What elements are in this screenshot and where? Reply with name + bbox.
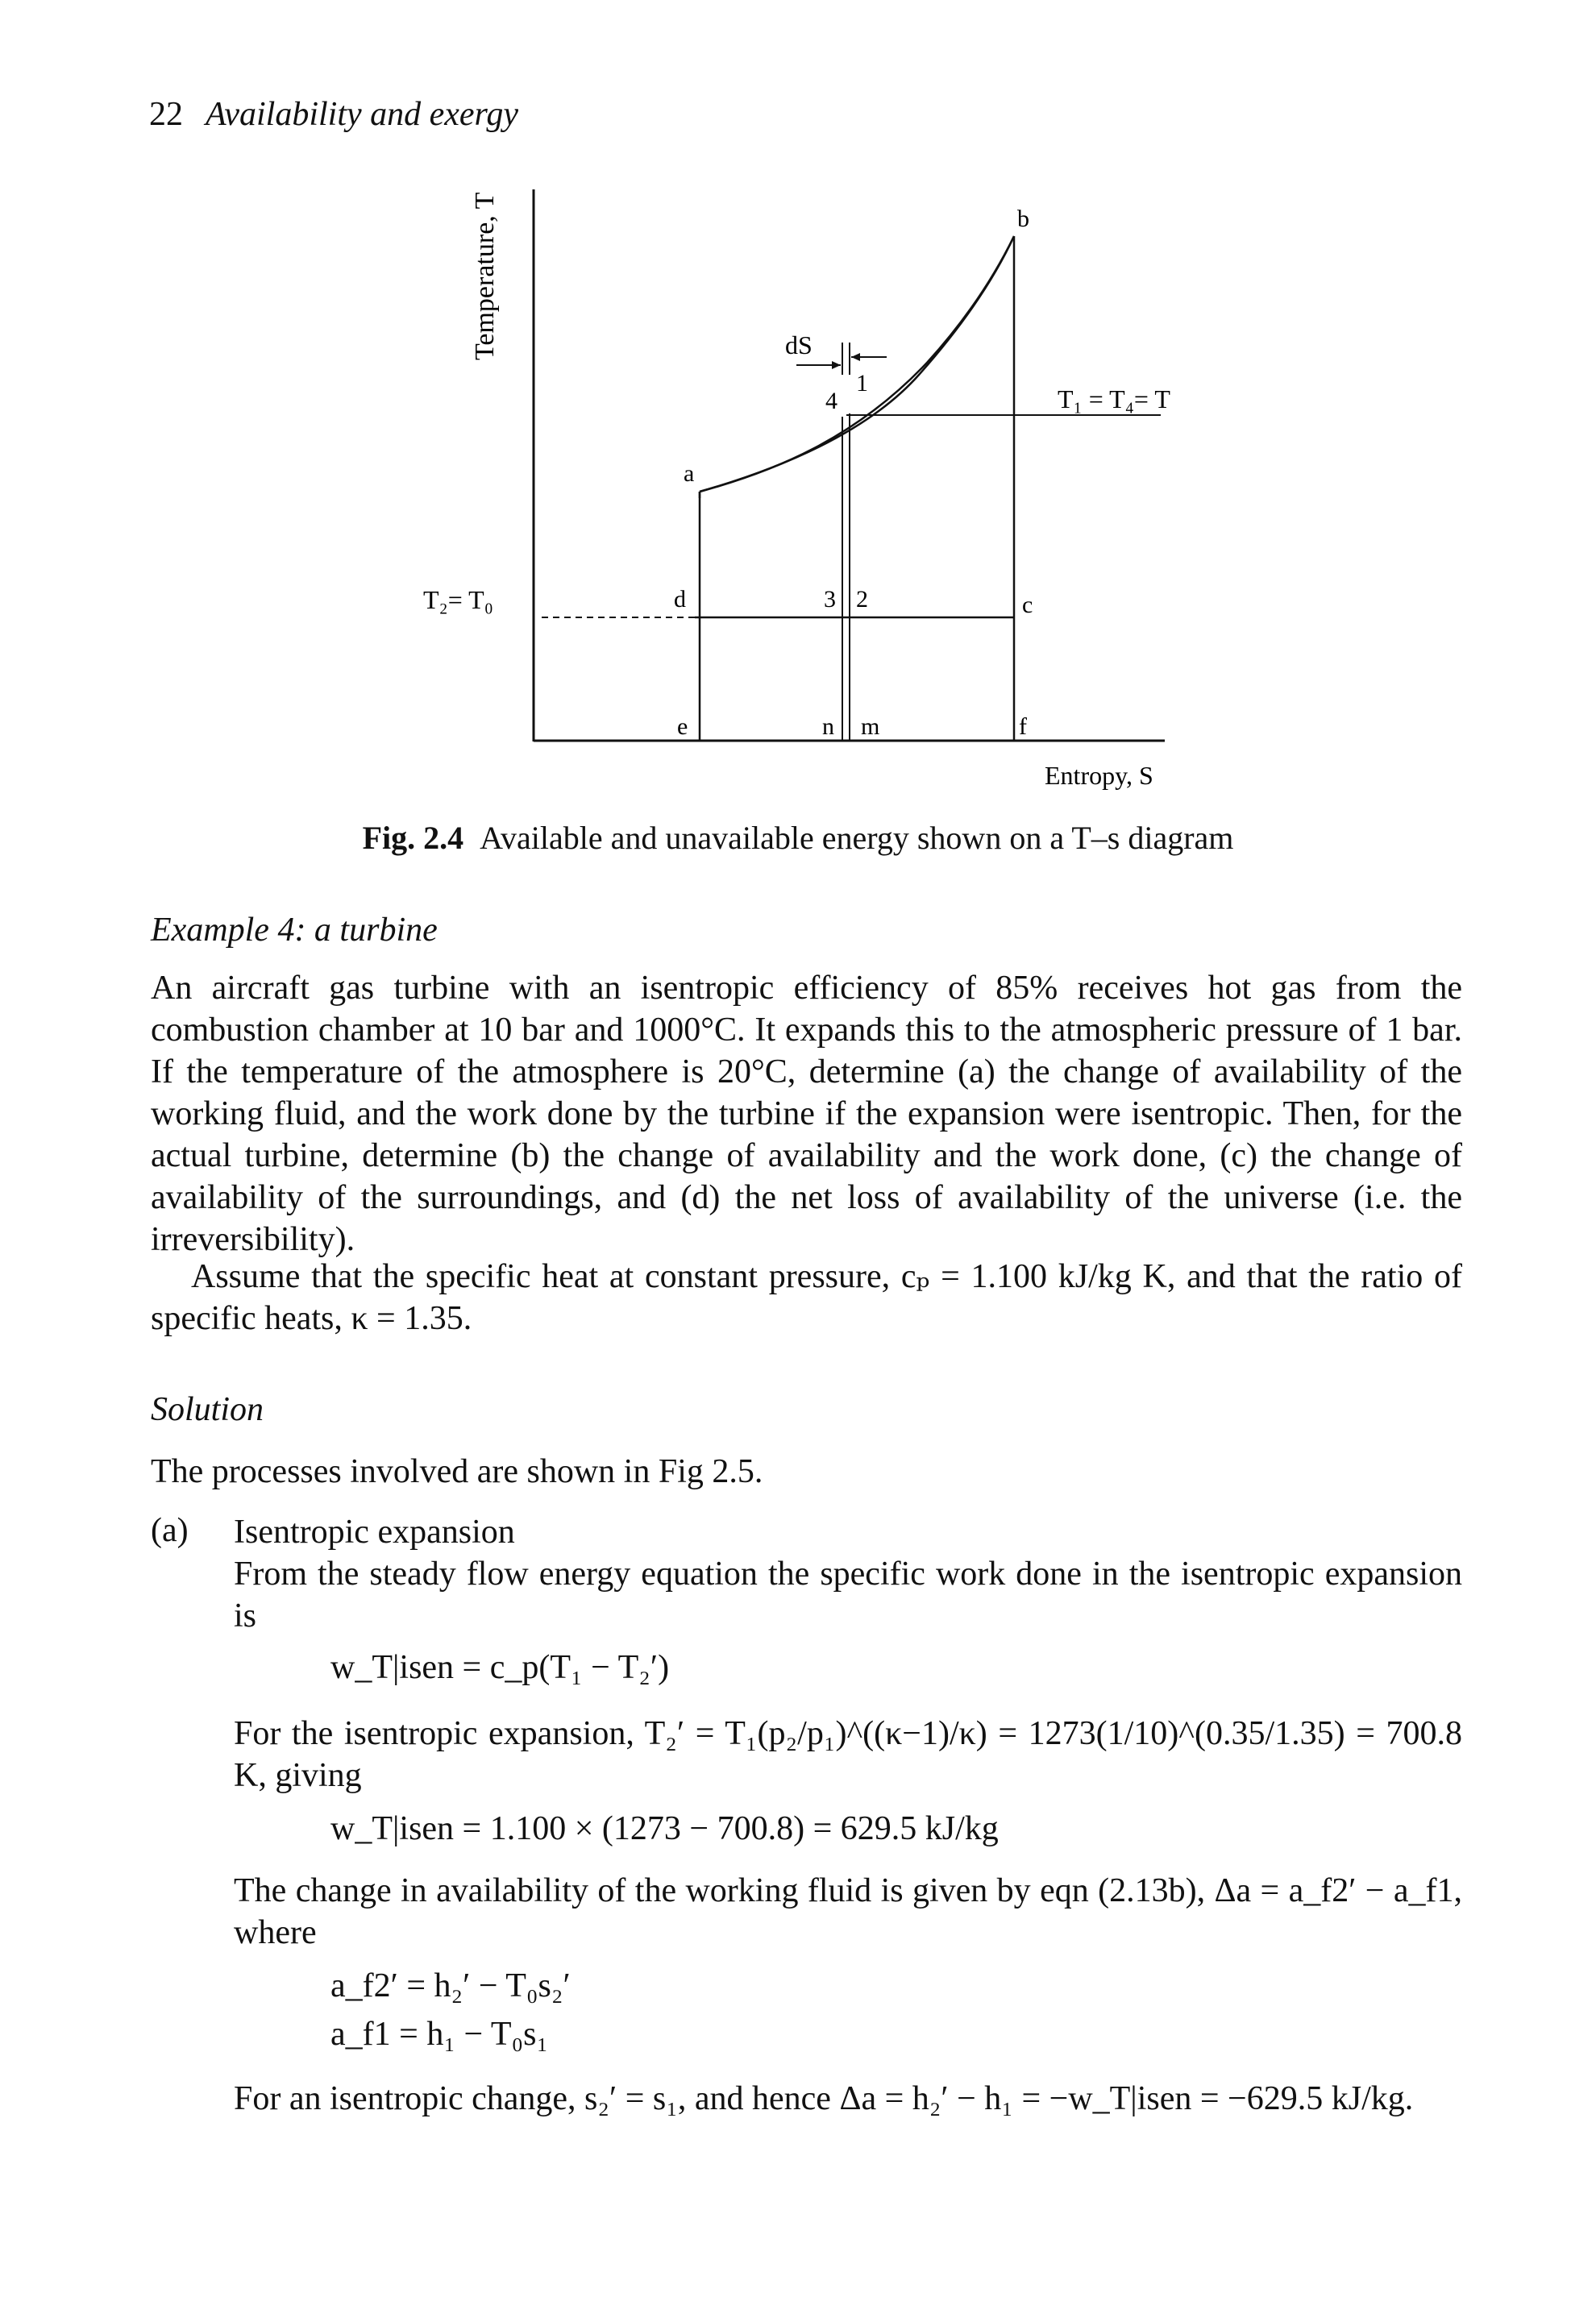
x-axis-label: Entropy, S [1045,761,1153,790]
running-header [149,95,518,134]
point-n: n [822,713,834,740]
t1-label: T₁ = T₄= T [1058,384,1170,413]
point-c: c [1022,592,1033,618]
y-axis-label: Temperature, T [470,192,500,360]
example-paragraph-1: An aircraft gas turbine with an isentropic efficiency of 85% receives hot gas from the combustion chamber at 10 bar and 1000°C. It expands this to the atmospheric pressure of 1 bar. If the temperature of the atmosphere is 20°C, determine (a) the change of availability of the working fluid, and the work done by the turbine if the expansion were isentropic. Then, for the actual turbine, determine (b) the change of availability and the work done, (c) the change of availability of the surroundings, and (d) the net loss of availability of the universe (i.e. the irreversibility). [151,970,1462,1258]
point-a: a [684,460,695,487]
ds-label: dS [785,330,813,359]
availability-text: The change in availability of the working fluid is given by eqn (2.13b), Δa = a_f2′ − a_f1, where [234,1872,1462,1951]
point-3: 3 [824,586,836,613]
point-2: 2 [856,586,868,613]
curve-to-b [700,236,1014,492]
point-e: e [677,713,688,740]
equation-af2: a_f2′ = h₂′ − T₀s₂′ [330,1967,571,2004]
point-b: b [1017,206,1029,232]
point-d: d [674,586,686,613]
page-number: 22 [149,96,183,133]
equation-af1: a_f1 = h₁ − T₀s₁ [330,2016,549,2053]
example-paragraph-2: Assume that the specific heat at constant pressure, cₚ = 1.100 kJ/kg K, and that the ratio of specific heats, κ = 1.35. [151,1258,1462,1337]
point-m: m [861,713,880,740]
figure-caption [0,819,1596,857]
point-4: 4 [825,388,837,414]
caption-text: Available and unavailable energy shown on a T–s diagram [480,820,1234,856]
caption-label: Fig. 2.4 [362,820,464,856]
ds-arrowhead-right [851,353,860,361]
final-text: For an isentropic change, s₂′ = s₁, and hence Δa = h₂′ − h₁ = −w_T|isen = −629.5 kJ/kg. [234,2080,1414,2117]
ts-diagram [403,181,1217,818]
equation-work-isentropic: w_T|isen = c_p(T₁ − T₂′) [330,1649,670,1686]
point-1: 1 [856,370,868,397]
solution-intro: The processes involved are shown in Fig 2.5. [151,1453,763,1490]
expansion-text: For the isentropic expansion, T₂′ = T₁(p₂/p₁)^((κ−1)/κ) = 1273(1/10)^(0.35/1.35) = 700.8 K, giving [234,1715,1462,1794]
point-f: f [1019,713,1027,740]
equation-work-value: w_T|isen = 1.100 × (1273 − 700.8) = 629.5 kJ/kg [330,1810,999,1847]
solution-heading: Solution [151,1391,264,1428]
t2-label: T₂= T₀ [423,585,493,614]
process-curve-a-b [700,236,1014,498]
part-a-label: (a) [151,1512,189,1549]
ds-arrowhead-left [832,361,841,369]
example-heading: Example 4: a turbine [151,912,438,949]
part-a-text: From the steady flow energy equation the specific work done in the isentropic expansion is [234,1556,1462,1634]
running-title: Availability and exergy [206,96,518,133]
part-a-title: Isentropic expansion [234,1514,515,1551]
